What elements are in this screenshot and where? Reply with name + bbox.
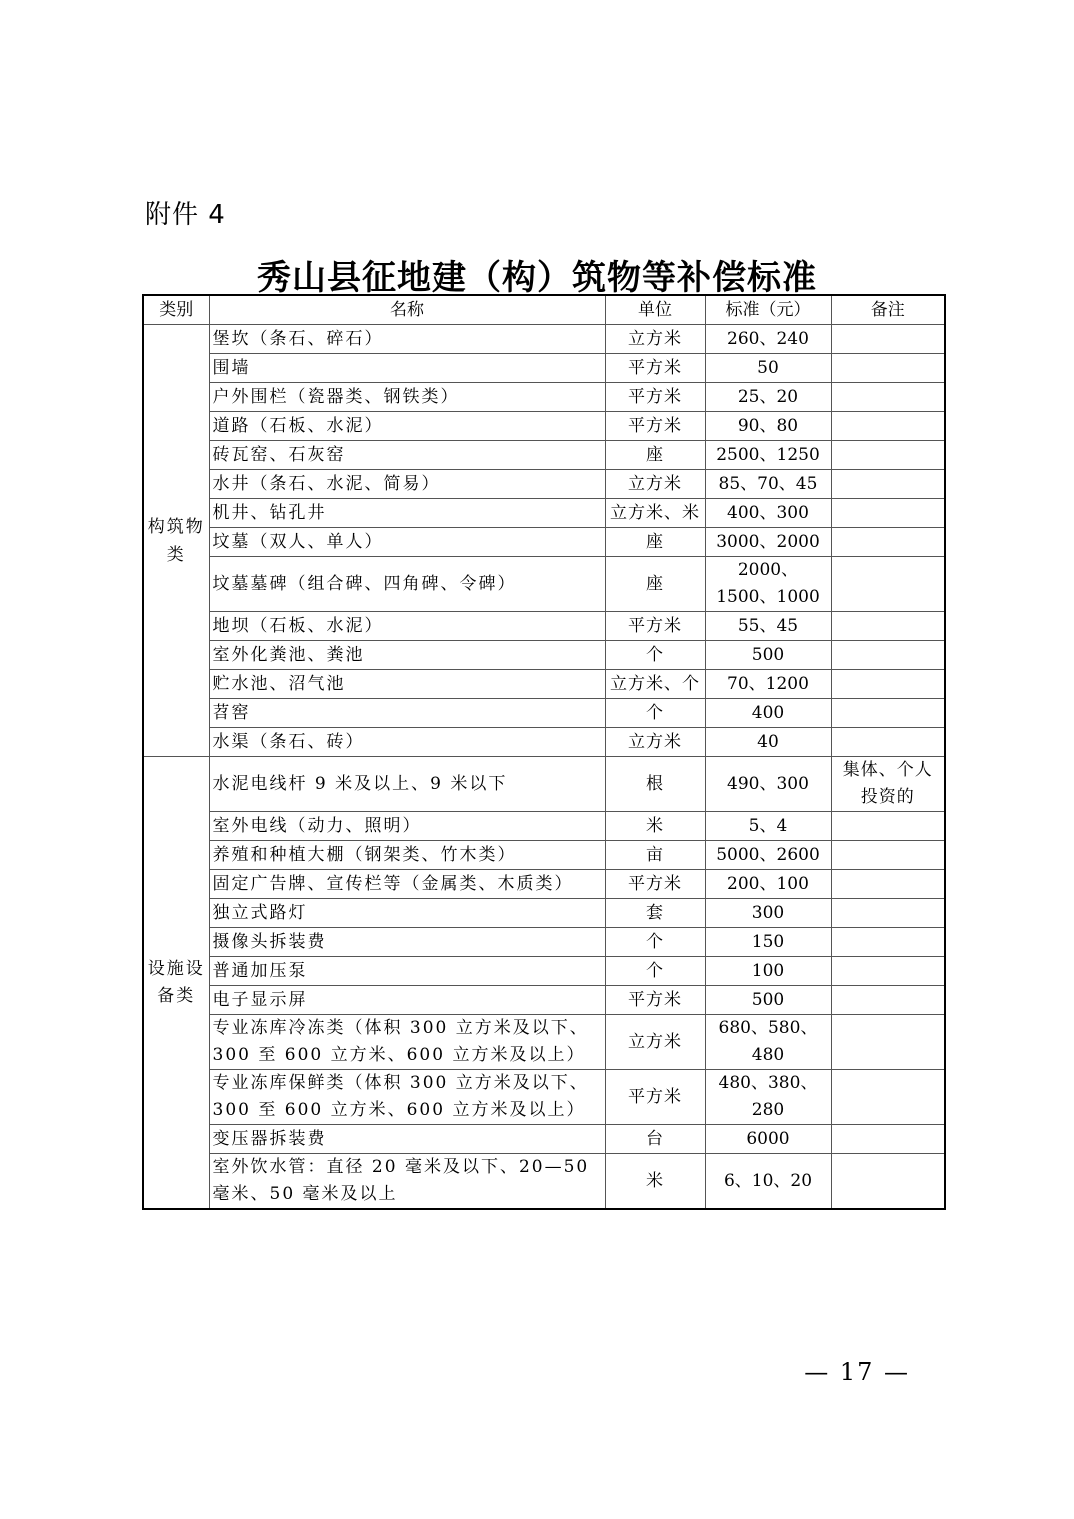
standard-cell: 5000、2600: [705, 841, 831, 870]
item-name-cell: 室外电线（动力、照明）: [209, 812, 605, 841]
item-name-cell: 坟墓墓碑（组合碑、四角碑、令碑）: [209, 557, 605, 612]
table-row: [143, 1070, 945, 1125]
table-row: [143, 354, 945, 383]
compensation-table: [142, 294, 946, 1210]
note-cell: [831, 1070, 945, 1125]
header-standard: 标准（元）: [705, 295, 831, 325]
table-header-row: [143, 295, 945, 325]
header-note: 备注: [831, 295, 945, 325]
item-name-cell: 电子显示屏: [209, 986, 605, 1015]
unit-cell: 平方米: [605, 870, 705, 899]
standard-cell: 260、240: [705, 325, 831, 354]
unit-cell: 个: [605, 641, 705, 670]
standard-cell: 50: [705, 354, 831, 383]
table-row: [143, 699, 945, 728]
table-row: [143, 670, 945, 699]
unit-cell: 根: [605, 757, 705, 812]
standard-cell: 70、1200: [705, 670, 831, 699]
unit-cell: 立方米、个: [605, 670, 705, 699]
note-cell: [831, 841, 945, 870]
item-name-cell: 贮水池、沼气池: [209, 670, 605, 699]
standard-cell: 2500、1250: [705, 441, 831, 470]
item-name-cell: 围墙: [209, 354, 605, 383]
table-row: [143, 383, 945, 412]
table-row: [143, 470, 945, 499]
unit-cell: 座: [605, 441, 705, 470]
standard-cell: 2000、1500、1000: [705, 557, 831, 612]
item-name-cell: 水泥电线杆 9 米及以上、9 米以下: [209, 757, 605, 812]
standard-cell: 300: [705, 899, 831, 928]
note-cell: [831, 1015, 945, 1070]
table-row: [143, 728, 945, 757]
item-name-cell: 户外围栏（瓷器类、钢铁类）: [209, 383, 605, 412]
unit-cell: 套: [605, 899, 705, 928]
unit-cell: 个: [605, 957, 705, 986]
note-cell: [831, 1154, 945, 1210]
standard-cell: 85、70、45: [705, 470, 831, 499]
standard-cell: 500: [705, 986, 831, 1015]
standard-cell: 100: [705, 957, 831, 986]
standard-cell: 90、80: [705, 412, 831, 441]
standard-cell: 3000、2000: [705, 528, 831, 557]
note-cell: [831, 612, 945, 641]
note-cell: [831, 412, 945, 441]
note-cell: [831, 441, 945, 470]
table-row: [143, 499, 945, 528]
table-row: [143, 841, 945, 870]
table-row: [143, 870, 945, 899]
table-row: [143, 928, 945, 957]
table-row: [143, 557, 945, 612]
item-name-cell: 室外饮水管：直径 20 毫米及以下、20—50 毫米、50 毫米及以上: [209, 1154, 605, 1210]
unit-cell: 平方米: [605, 612, 705, 641]
item-name-cell: 苕窖: [209, 699, 605, 728]
standard-cell: 25、20: [705, 383, 831, 412]
table-row: [143, 812, 945, 841]
note-cell: [831, 354, 945, 383]
header-category: 类别: [143, 295, 209, 325]
unit-cell: 座: [605, 528, 705, 557]
note-cell: [831, 957, 945, 986]
standard-cell: 680、580、480: [705, 1015, 831, 1070]
item-name-cell: 变压器拆装费: [209, 1125, 605, 1154]
standard-cell: 6、10、20: [705, 1154, 831, 1210]
unit-cell: 个: [605, 699, 705, 728]
note-cell: [831, 812, 945, 841]
item-name-cell: 固定广告牌、宣传栏等（金属类、木质类）: [209, 870, 605, 899]
table-row: [143, 1015, 945, 1070]
unit-cell: 平方米: [605, 986, 705, 1015]
table-row: [143, 528, 945, 557]
table-row: [143, 1125, 945, 1154]
note-cell: [831, 325, 945, 354]
standard-cell: 400: [705, 699, 831, 728]
unit-cell: 米: [605, 1154, 705, 1210]
standard-cell: 55、45: [705, 612, 831, 641]
unit-cell: 立方米: [605, 1015, 705, 1070]
unit-cell: 立方米: [605, 728, 705, 757]
standard-cell: 200、100: [705, 870, 831, 899]
table-row: [143, 441, 945, 470]
unit-cell: 座: [605, 557, 705, 612]
note-cell: [831, 728, 945, 757]
standard-cell: 490、300: [705, 757, 831, 812]
table-body: [143, 325, 945, 1210]
note-cell: [831, 670, 945, 699]
item-name-cell: 道路（石板、水泥）: [209, 412, 605, 441]
note-cell: [831, 528, 945, 557]
table-row: [143, 412, 945, 441]
note-cell: [831, 557, 945, 612]
unit-cell: 台: [605, 1125, 705, 1154]
item-name-cell: 水渠（条石、砖）: [209, 728, 605, 757]
standard-cell: 400、300: [705, 499, 831, 528]
note-cell: [831, 383, 945, 412]
note-cell: [831, 641, 945, 670]
page-title: 秀山县征地建（构）筑物等补偿标准: [257, 258, 817, 298]
unit-cell: 平方米: [605, 383, 705, 412]
unit-cell: 立方米、米: [605, 499, 705, 528]
category-cell: 设施设备类: [143, 757, 209, 1210]
item-name-cell: 水井（条石、水泥、简易）: [209, 470, 605, 499]
note-cell: [831, 986, 945, 1015]
unit-cell: 平方米: [605, 412, 705, 441]
standard-cell: 5、4: [705, 812, 831, 841]
page-number: — 17 —: [804, 1358, 910, 1386]
table-row: [143, 612, 945, 641]
note-cell: [831, 499, 945, 528]
unit-cell: 立方米: [605, 325, 705, 354]
unit-cell: 平方米: [605, 1070, 705, 1125]
item-name-cell: 地坝（石板、水泥）: [209, 612, 605, 641]
item-name-cell: 堡坎（条石、碎石）: [209, 325, 605, 354]
note-cell: [831, 899, 945, 928]
table-row: [143, 986, 945, 1015]
note-cell: [831, 928, 945, 957]
header-unit: 单位: [605, 295, 705, 325]
item-name-cell: 砖瓦窑、石灰窑: [209, 441, 605, 470]
table-row: [143, 1154, 945, 1210]
standard-cell: 150: [705, 928, 831, 957]
header-name: 名称: [209, 295, 605, 325]
standard-cell: 500: [705, 641, 831, 670]
unit-cell: 亩: [605, 841, 705, 870]
category-cell: 构筑物类: [143, 325, 209, 757]
unit-cell: 平方米: [605, 354, 705, 383]
standard-cell: 6000: [705, 1125, 831, 1154]
item-name-cell: 普通加压泵: [209, 957, 605, 986]
note-cell: [831, 870, 945, 899]
note-cell: [831, 470, 945, 499]
note-cell: [831, 699, 945, 728]
item-name-cell: 独立式路灯: [209, 899, 605, 928]
table-row: [143, 957, 945, 986]
note-cell: [831, 1125, 945, 1154]
item-name-cell: 养殖和种植大棚（钢架类、竹木类）: [209, 841, 605, 870]
unit-cell: 个: [605, 928, 705, 957]
table-row: [143, 757, 945, 812]
item-name-cell: 室外化粪池、粪池: [209, 641, 605, 670]
unit-cell: 米: [605, 812, 705, 841]
item-name-cell: 专业冻库保鲜类（体积 300 立方米及以下、300 至 600 立方米、600 立方米及以上）: [209, 1070, 605, 1125]
item-name-cell: 专业冻库冷冻类（体积 300 立方米及以下、300 至 600 立方米、600 立方米及以上）: [209, 1015, 605, 1070]
note-cell: 集体、个人投资的: [831, 757, 945, 812]
unit-cell: 立方米: [605, 470, 705, 499]
item-name-cell: 机井、钻孔井: [209, 499, 605, 528]
item-name-cell: 摄像头拆装费: [209, 928, 605, 957]
standard-cell: 40: [705, 728, 831, 757]
table-row: [143, 641, 945, 670]
standard-cell: 480、380、280: [705, 1070, 831, 1125]
table-row: [143, 899, 945, 928]
table-row: [143, 325, 945, 354]
item-name-cell: 坟墓（双人、单人）: [209, 528, 605, 557]
attachment-label: 附件 4: [145, 200, 226, 230]
